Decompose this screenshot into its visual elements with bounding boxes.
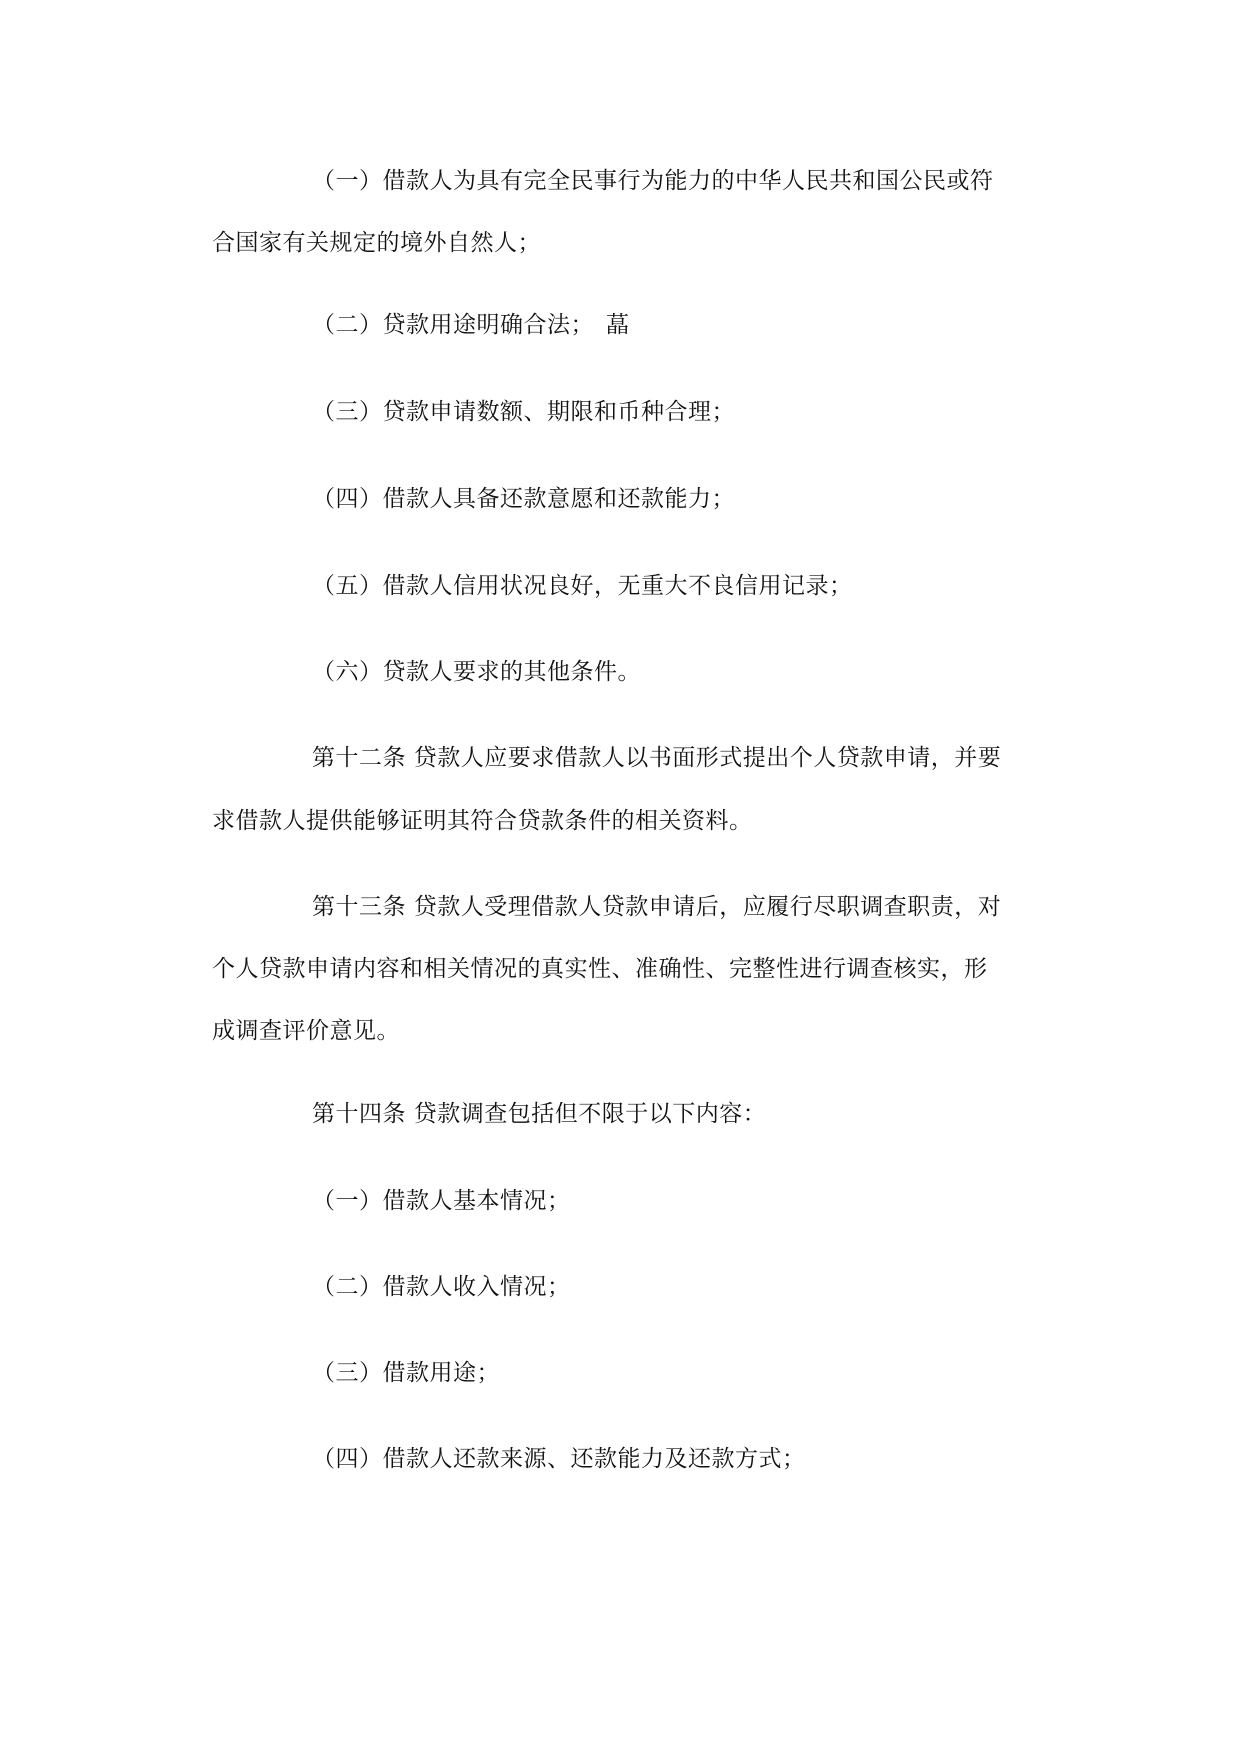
article-12-line-1: 第十二条 贷款人应要求借款人以书面形式提出个人贷款申请，并要 — [312, 745, 1002, 771]
article-14: 第十四条 贷款调查包括但不限于以下内容： — [312, 1101, 767, 1127]
condition-2: （二）贷款用途明确合法； 蕌 — [312, 312, 630, 338]
condition-4: （四）借款人具备还款意愿和还款能力； — [312, 486, 735, 512]
condition-5: （五）借款人信用状况良好，无重大不良信用记录； — [312, 573, 853, 599]
article-13-line-2: 个人贷款申请内容和相关情况的真实性、准确性、完整性进行调查核实，形 — [212, 956, 988, 982]
condition-3: （三）贷款申请数额、期限和币种合理； — [312, 399, 735, 425]
item-1: （一）借款人基本情况； — [312, 1188, 571, 1214]
item-3: （三）借款用途； — [312, 1360, 500, 1386]
item-2: （二）借款人收入情况； — [312, 1274, 571, 1300]
article-13-line-3: 成调查评价意见。 — [212, 1018, 400, 1044]
article-12-line-2: 求借款人提供能够证明其符合贷款条件的相关资料。 — [212, 808, 753, 834]
item-4: （四）借款人还款来源、还款能力及还款方式； — [312, 1446, 806, 1472]
condition-6: （六）贷款人要求的其他条件。 — [312, 659, 641, 685]
condition-1-line-1: （一）借款人为具有完全民事行为能力的中华人民共和国公民或符 — [312, 168, 994, 194]
article-13-line-1: 第十三条 贷款人受理借款人贷款申请后，应履行尽职调查职责，对 — [312, 894, 1002, 920]
condition-1-line-2: 合国家有关规定的境外自然人； — [212, 230, 541, 256]
